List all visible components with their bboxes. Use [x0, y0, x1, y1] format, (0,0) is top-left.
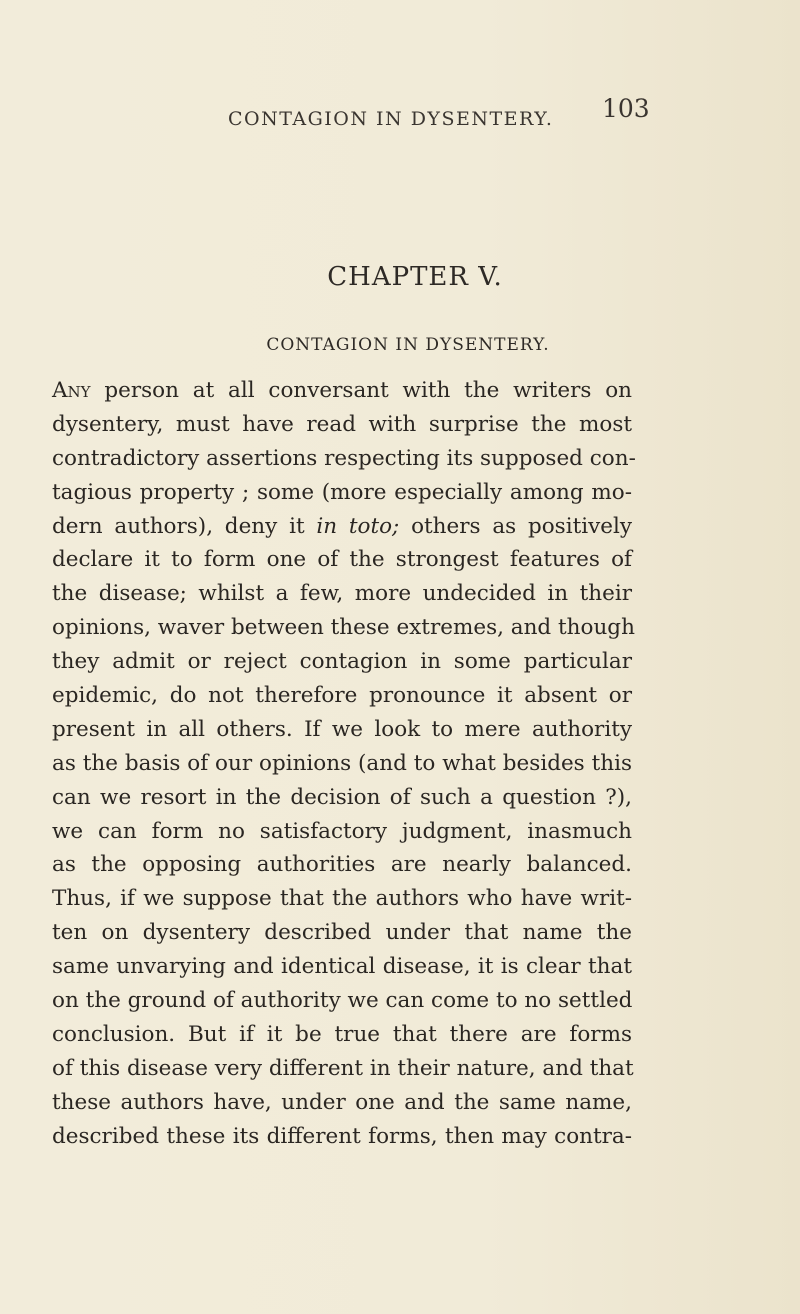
running-head: CONTAGION IN DYSENTERY. [228, 108, 554, 130]
page-number: 103 [602, 94, 650, 123]
text-line: dysentery, must have read with surprise the most [52, 411, 632, 437]
chapter-title: CHAPTER V. [327, 262, 503, 292]
body-text [52, 374, 636, 1153]
text-line: opinions, waver between these extremes, and though [52, 615, 635, 641]
text-line: tagious property ; some (more especially among mo- [52, 479, 632, 505]
text-line: contradictory assertions respecting its supposed con- [52, 445, 636, 471]
chapter-subtitle: CONTAGION IN DYSENTERY. [266, 335, 550, 355]
text-line: epidemic, do not therefore pronounce it absent or [52, 683, 632, 709]
text-line [52, 374, 632, 408]
text-line: conclusion. But if it be true that there are forms [52, 1021, 632, 1047]
text-line: same unvarying and identical disease, it is clear that [52, 954, 632, 980]
line-5-b: others as positively [399, 513, 632, 539]
italic-phrase: in toto; [316, 513, 400, 539]
line-5-a: dern authors), deny it [52, 513, 317, 539]
text-line: Thus, if we suppose that the authors who have writ- [52, 886, 632, 912]
text-line: declare it to form one of the strongest features of [52, 547, 632, 573]
text-line: as the opposing authorities are nearly balanced. [52, 852, 632, 878]
line-1-rest: person at all conversant with the writers on [90, 378, 632, 403]
text-line: present in all others. If we look to mere authority [52, 716, 632, 742]
text-line: they admit or reject contagion in some particular [52, 649, 632, 675]
text-line: described these its different forms, then may contra- [52, 1123, 632, 1149]
text-line: these authors have, under one and the same name, [52, 1089, 632, 1115]
text-line: of this disease very different in their nature, and that [52, 1055, 634, 1081]
text-line: the disease; whilst a few, more undecided in their [52, 581, 632, 607]
text-line: we can form no satisfactory judgment, inasmuch [52, 818, 632, 844]
text-line: ten on dysentery described under that name the [52, 920, 632, 946]
text-line [52, 510, 632, 544]
text-line: on the ground of authority we can come to no settled [52, 988, 633, 1014]
text-line: can we resort in the decision of such a question ?), [52, 784, 632, 810]
first-word: Any [52, 378, 91, 403]
text-line: as the basis of our opinions (and to what besides this [52, 750, 632, 776]
